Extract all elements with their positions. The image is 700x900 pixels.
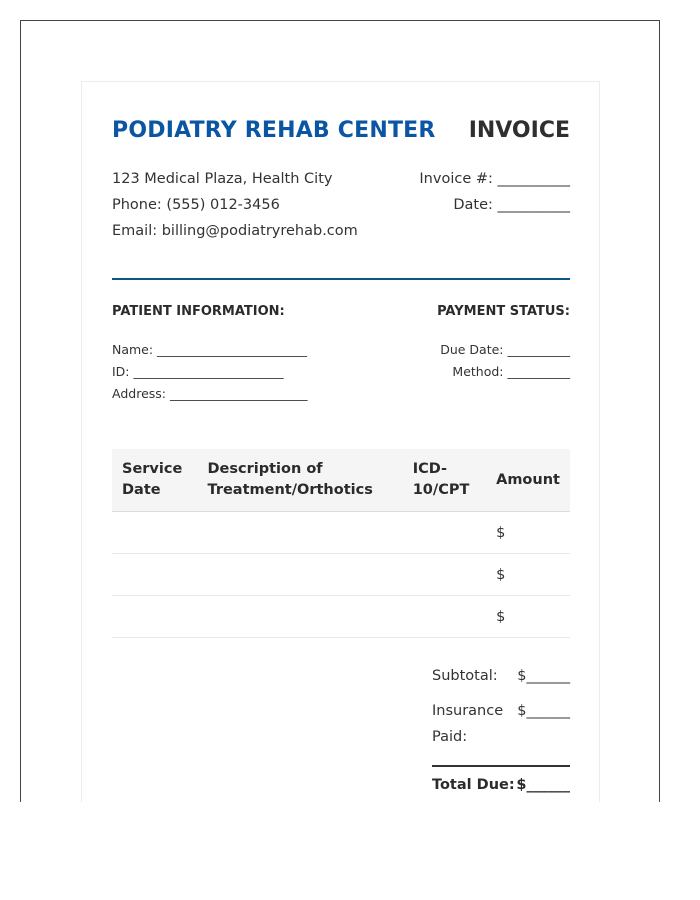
col-header-code: ICD-10/CPT [403,449,486,512]
col-header-description: Description of Treatment/Orthotics [198,449,403,512]
cell-service-date [112,554,198,596]
cell-description [198,596,403,638]
clinic-email: Email: billing@podiatryrehab.com [112,223,358,239]
subtotal-value: $______ [517,668,570,684]
insurance-paid-label: Insurance [432,703,504,719]
table-row [112,512,570,554]
clinic-address: 123 Medical Plaza, Health City [112,171,333,187]
due-date-field: Due Date: __________ [440,342,570,357]
cell-amount: $ [486,554,570,596]
invoice-page [81,81,600,802]
payment-status-title: PAYMENT STATUS: [437,304,570,319]
patient-info-title: PATIENT INFORMATION: [112,304,285,319]
line-items-table [112,449,570,638]
document-title: INVOICE [468,118,570,143]
cell-amount: $ [486,596,570,638]
cell-code [403,512,486,554]
insurance-paid-value: $______ [517,703,570,719]
patient-name-field: Name: ________________________ [112,342,308,357]
cell-code [403,554,486,596]
table-row [112,554,570,596]
patient-address-field: Address: ______________________ [112,386,308,401]
invoice-date-field: Date: __________ [453,197,570,213]
total-due-value: $______ [516,777,570,793]
subtotal-label: Subtotal: [432,668,498,684]
col-header-service-date: Service Date [112,449,198,512]
col-header-amount: Amount [486,449,570,512]
cell-amount: $ [486,512,570,554]
cell-code [403,596,486,638]
table-row [112,596,570,638]
total-due-label: Total Due: [432,777,515,793]
totals-divider [432,765,570,767]
cell-service-date [112,512,198,554]
clinic-name: PODIATRY REHAB CENTER [112,118,436,143]
payment-method-field: Method: __________ [452,364,570,379]
clinic-phone: Phone: (555) 012-3456 [112,197,280,213]
cell-description [198,554,403,596]
header-divider [112,278,570,280]
patient-id-field: ID: ________________________ [112,364,284,379]
table-header-row [112,449,570,512]
insurance-paid-label-cont: Paid: [432,729,468,745]
invoice-number-field: Invoice #: __________ [419,171,570,187]
cell-service-date [112,596,198,638]
cell-description [198,512,403,554]
